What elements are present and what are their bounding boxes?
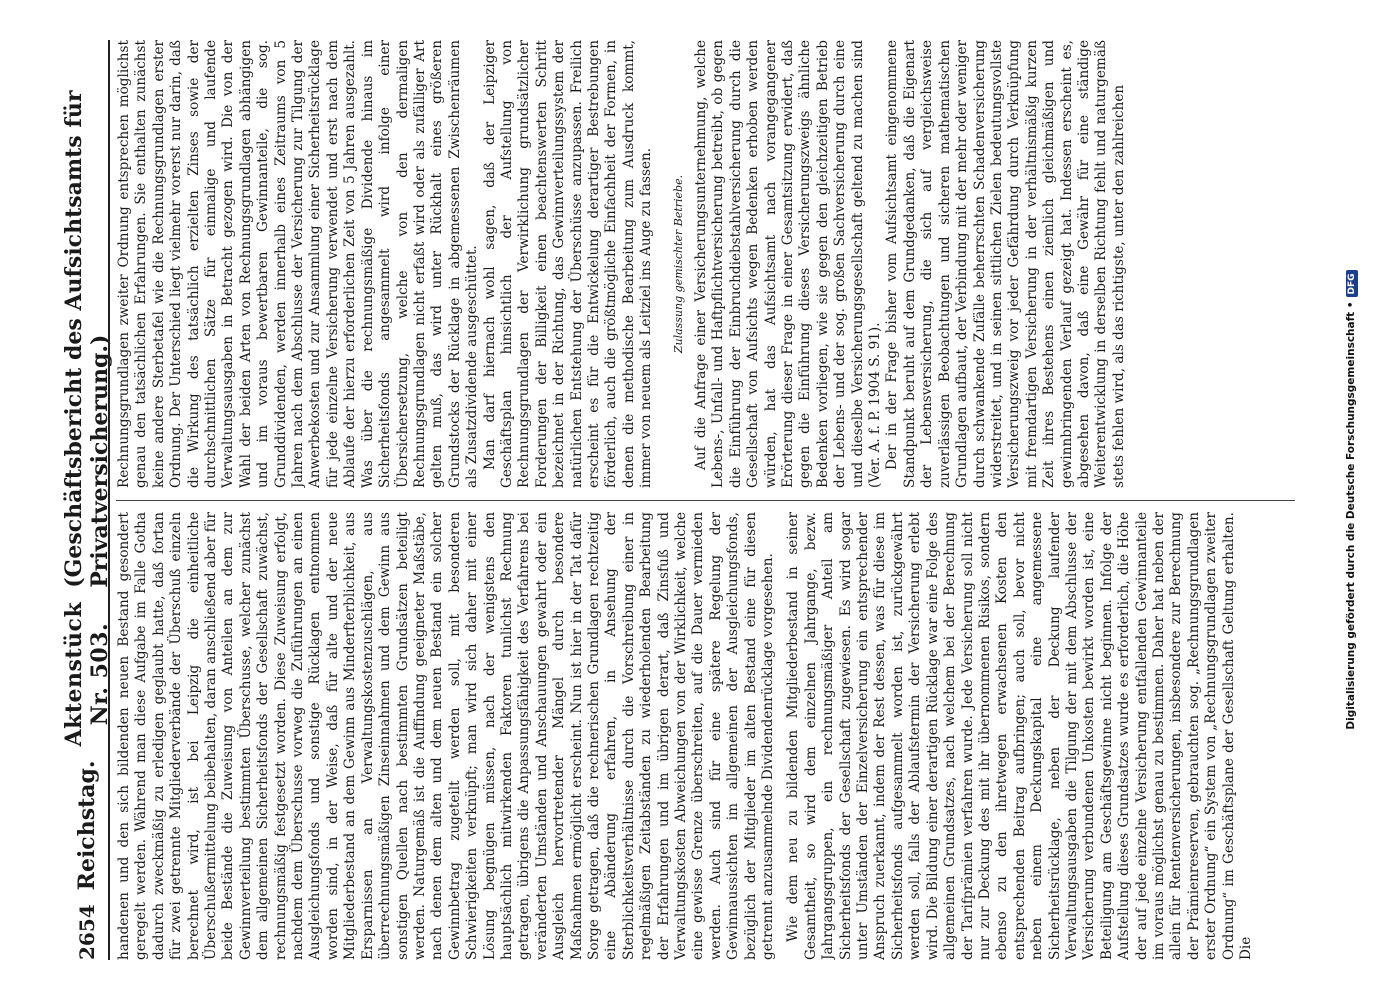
header-rule: [108, 40, 110, 960]
left-paragraph-2: Wie dem neu zu bildenden Mitgliederbestand in seiner Gesamtheit, so wird dem einzelnen Jahrgange, bezw. Jahrgangsgruppen, ein rechnungsmäßiger Anteil am Sicherheitsfonds der Gesellschaft zugewiesen. Es wird sogar unter Umständen der Einzelversicherung ein entsprechender Anspruch zuerkannt, indem der Rest dessen, was für diese im Sicherheitsfonds aufgesammelt worden ist, zurückgewährt werden soll, falls der Ablaufstermin der Versicherung erlebt wird. Die Bildung einer derartigen Rücklage war eine Folge des allgemeinen Grundsatzes, nach welchem bei der Berechnung der Tarifprämien verfahren wurde. Jede Versicherung soll nicht nur zur Deckung des mit ihr übernommenen Risikos, sondern ebenso zu den ihretwegen erwachsenen Kosten den entsprechenden Beitrag aufbringen; auch soll, bevor nicht neben einem Deckungskapital eine angemessene Sicherheitsrücklage, neben der Deckung laufender Verwaltungsausgaben die Tilgung der mit dem Abschlusse der Versicherung verbundenen Unkosten bewirkt worden ist, eine Beteiligung am Geschäftsgewinne nicht beginnen. Infolge der Aufstellung dieses Grundsatzes wurde es erforderlich, die Höhe der auf jede einzelne Versicherung entfallenden Gewinnanteile im voraus möglichst genau zu bestimmen. Daher hat neben der allein für Rentenversicherungen, insbesondere zur Berechnung der Prämienreserven, gebrauchten sog. „Rechnungsgrundlagen erster Ordnung“ ein System von „Rechnungsgrundlagen zweiter Ordnung“ im Geschäftsplane der Gesellschaft Geltung erhalten. Die: [785, 512, 1254, 960]
header-right: (Geschäftsbericht des Aufsichtsamts für Privatversicherung.): [61, 90, 113, 588]
column-divider: [116, 500, 1295, 501]
header-center: Aktenstück Nr. 503.: [61, 601, 113, 747]
header-left: Reichstag.: [74, 760, 100, 891]
right-paragraph-3: Auf die Anfrage einer Versicherungsunternehmung, welche Lebens-, Unfall- und Haftpflichtversicherung betreibt, ob gegen die Einführung der Einbruchdiebstahlversicherung durch die Gesellschaft von Aufsichts wegen Bedenken erhoben werden würden, hat das Aufsichtsamt nach vorangegangener Erörterung dieser Frage in einer Gesamtsitzung erwidert, daß gegen die Einführung dieses Versicherungszweigs ähnliche Bedenken vorliegen, wie sie gegen den gleichzeitigen Betrieb der Lebens- und der sog. großen Sachversicherung durch eine und dieselbe Versicherungsgesellschaft geltend zu machen sind (Ver. A. f. P. 1904 S. 91).: [693, 40, 884, 488]
dfg-logo: DFG: [1346, 270, 1358, 297]
page-header: [61, 40, 113, 960]
left-paragraph-1: handenen und den sich bildenden neuen Bestand gesondert geregelt werden. Während man diese Aufgabe im Falle Gotha dadurch zweckmäßig zu erledigen geglaubt hatte, daß fortan für zwei getrennte Mitgliederverbände der Überschuß einzeln berechnet wird, ist bei Leipzig die einheitliche Überschußermittelung beibehalten, daran anschließend aber für beide Bestände die Zuweisung von Anteilen an dem zur Gewinnverteilung bestimmten Überschusse, welcher zunächst dem allgemeinen Sicherheitsfonds der Gesellschaft zuwächst, rechnungsmäßig festgesetzt worden. Diese Zuweisung erfolgt, nachdem dem Überschusse vorweg die Zuführungen an einen Ausgleichungsfonds und sonstige Rücklagen entnommen worden sind, in der Weise, daß für alte und der neue Mitgliederbestand an dem Gewinn aus Minderfterblichkeit, aus Ersparnissen an Verwaltungskostenzuschlägen, aus überrechnungsmäßigen Zinseinnahmen und dem Gewinn aus sonstigen Quellen nach bestimmten Grundsätzen beteiligt werden. Naturgemäß ist die Auffindung geeigneter Maßstäbe, nach denen dem alten und dem neuen Bestand ein solcher Gewinnbetrag zugeteilt werden soll, mit besonderen Schwierigkeiten verknüpft; man wird sich daher mit einer Lösung begnügen müssen, nach der wenigstens den hauptsächlich mitwirkenden Faktoren tunlichst Rechnung getragen, übrigens die Anpassungsfähigkeit des Verfahrens bei veränderten Umständen und Anschauungen gewahrt oder ein Ausgleich hervortretender Mängel durch besondere Maßnahmen ermöglicht erscheint. Nun ist hier in der Tat dafür Sorge getragen, daß die rechnerischen Grundlagen rechtzeitig eine Abänderung erfahren, in Ansehung der Sterblichkeitsverhältnisse durch die Vorschreibung einer in regelmäßigen Zeitabständen zu wiederholenden Bearbeitung der Erfahrungen und im übrigen derart, daß Zinsfuß und Verwaltungskosten Abweichungen von der Wirklichkeit, welche eine gewisse Grenze überschreiten, auf die Dauer vermieden werden. Auch sind für eine spätere Regelung der Gewinnaussichten im allgemeinen der Ausgleichungsfonds, bezüglich der Mitglieder im alten Bestand eine für diesen getrennt anzusammelnde Dividendenrücklage vorgesehen.: [116, 512, 777, 960]
right-paragraph-2: Man darf hiernach wohl sagen, daß der Leipziger Geschäftsplan hinsichtlich der Aufstellung von Rechnungsgrundlagen der Verwirklichung grundsätzlicher Forderungen der Billigkeit einen beachtenswerten Schritt bezeichnet in der Richtung, das Gewinnverteilungssystem der natürlichen Entstehung der Überschüsse anzupassen. Freilich erscheint es für die Entwickelung derartiger Bestrebungen förderlich, auch die größtmögliche Einfachheit der Formen, in denen die methodische Bearbeitung zum Ausdruck kommt, immer von neuem als Leitziel ins Auge zu fassen.: [481, 40, 655, 488]
credit-text: Digitalisierung gefördert durch die Deutsche Forschungsgemeinschaft •: [1345, 301, 1357, 730]
digitization-credit: [1345, 60, 1358, 940]
right-column: [116, 40, 1295, 488]
right-paragraph-4: Der in der Frage bisher vom Aufsichtsamt eingenommene Standpunkt beruht auf dem Grundgedanken, daß die Eigenart der Lebensversicherung, die sich auf vergleichsweise zuverlässigen Beobachtungen und sicheren mathematischen Grundlagen aufbaut, der Verbindung mit der mehr oder weniger durch schwankende Zufälle beherrschten Schadenversicherung widerstreitet, und in seinen sittlichen Zielen bedeutungsvollste Versicherungszweig vor jeder Gefährdung durch Verknüpfung mit fremdartigen Versicherung in der verhältnismäßig kurzen Zeit ihres Bestehens einen ziemlich gleichmäßigen und gewinnbringenden Verlauf gezeigt hat. Indessen erscheint es, abgesehen davon, daß eine Gewähr für eine ständige Weiterentwicklung in derselben Richtung fehlt und naturgemäß stets fehlen wird, als das richtigste, unter den zahlreichen: [884, 40, 1127, 488]
page-number: 2654: [75, 904, 99, 960]
section-heading: Zulassung gemischter Betriebe.: [671, 174, 685, 354]
right-paragraph-1: Rechnungsgrundlagen zweiter Ordnung entsprechen möglichst genau den tatsächlichen Erfahrungen. Sie enthalten zunächst keine andere Sterbetafel wie die Rechnungsgrundlagen erster Ordnung. Der Unterschied liegt vielmehr vorerst nur darin, daß die Wirkung des tatsächlich erzielten Zinses sowie der durchschnittlichen Sätze für einmalige und laufende Verwaltungsausgaben in Betracht gezogen wird. Die von der Wahl der beiden Arten von Rechnungsgrundlagen abhängigen und im voraus bewertbaren Gewinnanteile, die sog. Grunddividenden, werden innerhalb eines Zeitraums von 5 Jahren nach dem Abschlusse der Versicherung zur Tilgung der Anwerbekosten und zur Ansammlung einer Sicherheitsrücklage für jede einzelne Versicherung verwendet und erst nach dem Ablaufe der hierzu erforderlichen Zeit von 5 Jahren ausgezahlt. Was über die rechnungsmäßige Dividende hinaus im Sicherheitsfonds angesammelt wird infolge einer Übersichersetzung, welche von den dermaligen Rechnungsgrundlagen nicht erfaßt wird oder als zufälliger Art gelten muß, das wird unter Rückhalt eines größeren Grundstocks der Rücklage in abgemessenen Zwischenräumen als Zusatzdividende ausgeschüttet.: [116, 40, 481, 488]
left-column: [116, 512, 1295, 960]
